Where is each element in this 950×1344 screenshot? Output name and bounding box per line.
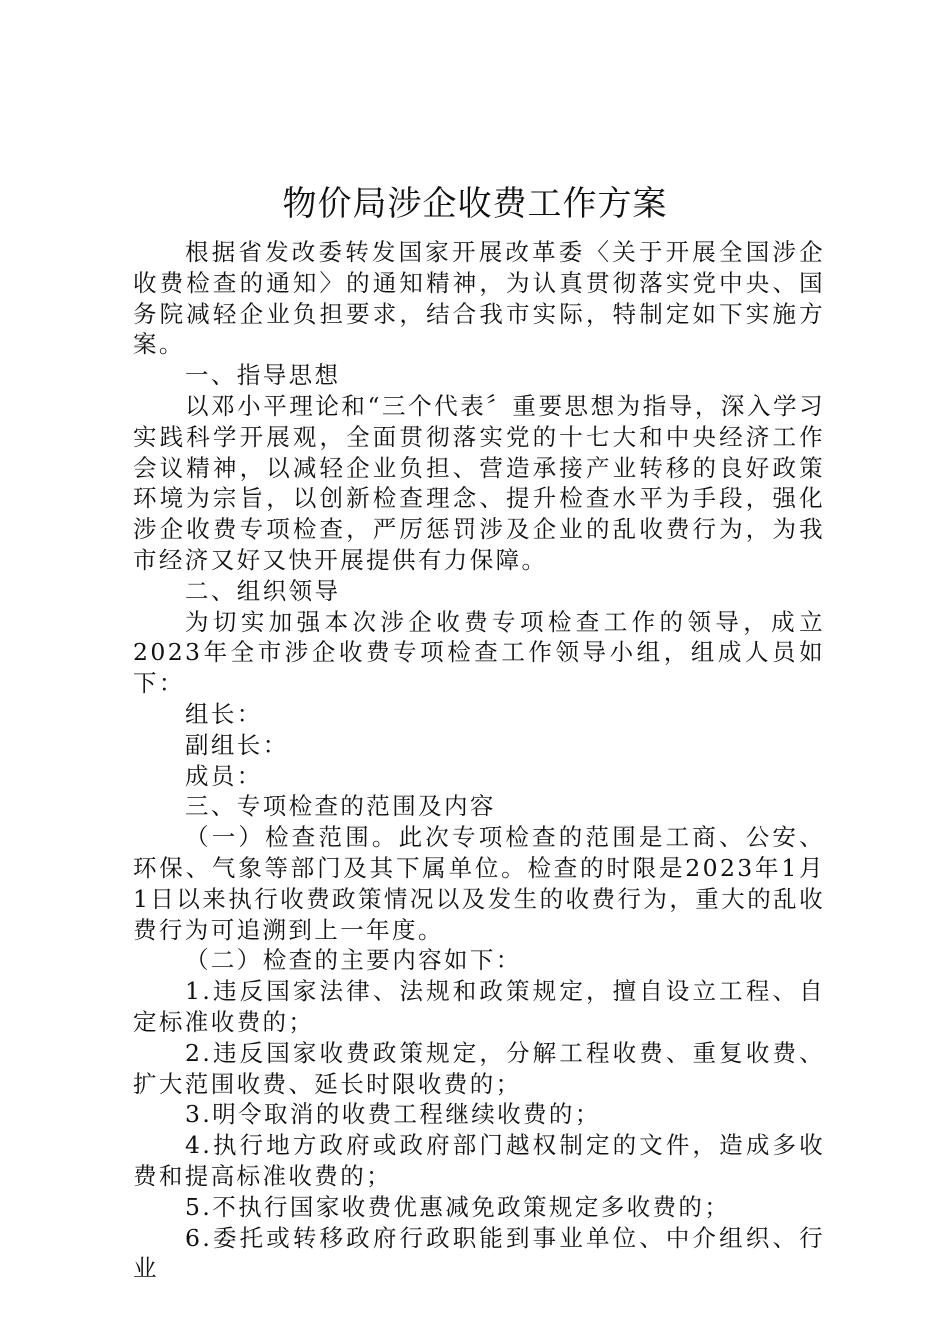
section-heading-organization: 二、组织领导	[185, 576, 341, 605]
organization-paragraph: 为切实加强本次涉企收费专项检查工作的领导，成立2023年全市涉企收费专项检查工作领导小组，组成人员如下：	[133, 607, 825, 698]
scope-paragraph: （一）检查范围。此次专项检查的范围是工商、公安、环保、气象等部门及其下属单位。检查的时限是2023年1月1日以来执行收费政策情况以及发生的收费行为，重大的乱收费行为可追溯到上一年度。	[133, 823, 825, 944]
document-title: 物价局涉企收费工作方案	[282, 184, 668, 224]
members-line: 成员：	[185, 761, 263, 790]
document-body	[133, 237, 825, 1284]
list-item: 6.委托或转移政府行政职能到事业单位、中介组织、行业	[133, 1223, 825, 1283]
list-item: 1.违反国家法律、法规和政策规定，擅自设立工程、自定标准收费的；	[133, 977, 825, 1036]
deputy-leader-line: 副组长：	[185, 730, 289, 759]
list-item: 2.违反国家收费政策规定，分解工程收费、重复收费、扩大范围收费、延长时限收费的；	[133, 1038, 825, 1098]
leader-line: 组长：	[185, 699, 263, 728]
section-heading-scope: 三、专项检查的范围及内容	[185, 792, 496, 821]
guiding-ideology-paragraph: 以邓小平理论和“三个代表〞重要思想为指导，深入学习实践科学开展观，全面贯彻落实党的十七大和中央经济工作会议精神，以减轻企业负担、营造承接产业转移的良好政策环境为宗旨，以创新检查理念、提升检查水平为手段，强化涉企收费专项检查，严厉惩罚涉及企业的乱收费行为，为我市经济又好又快开展提供有力保障。	[133, 391, 825, 574]
list-item: 3.明令取消的收费工程继续收费的；	[185, 1100, 601, 1129]
intro-paragraph: 根据省发改委转发国家开展改革委〈关于开展全国涉企收费检查的通知〉的通知精神，为认真贯彻落实党中央、国务院减轻企业负担要求，结合我市实际，特制定如下实施方案。	[133, 238, 825, 359]
list-item: 5.不执行国家收费优惠减免政策规定多收费的；	[185, 1192, 731, 1221]
section-heading-guiding-ideology: 一、指导思想	[185, 361, 341, 390]
list-item: 4.执行地方政府或政府部门越权制定的文件，造成多收费和提高标准收费的；	[133, 1131, 825, 1190]
content-heading: （二）检查的主要内容如下：	[185, 946, 522, 975]
